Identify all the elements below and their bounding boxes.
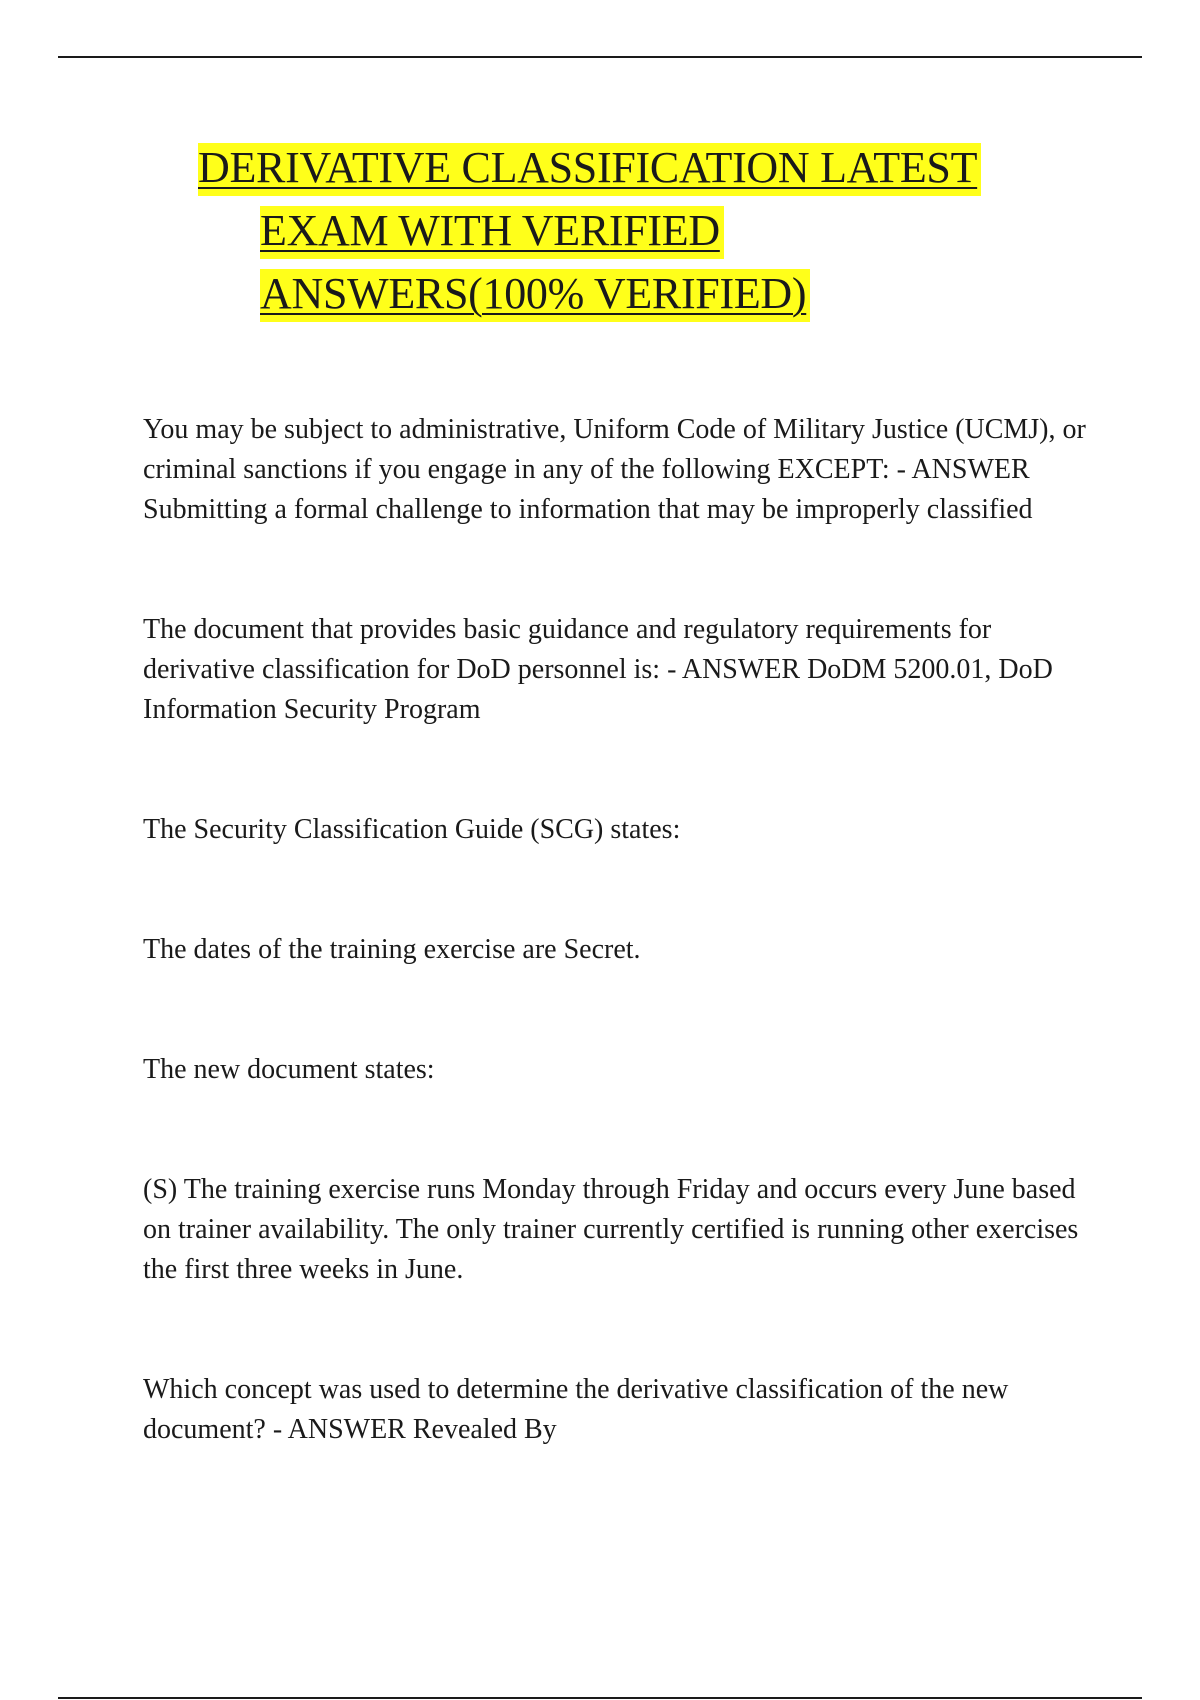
title-line-3: ANSWERS(100% VERIFIED) — [198, 262, 1098, 325]
header-rule — [58, 56, 1142, 58]
question-paragraph-3: Which concept was used to determine the derivative classification of the new document? - ANSWER Revealed By — [143, 1374, 1009, 1445]
title-line-1: DERIVATIVE CLASSIFICATION LATEST — [198, 136, 1098, 199]
document-body — [143, 410, 1098, 1450]
scg-statement-label: The Security Classification Guide (SCG) states: — [143, 814, 681, 845]
document-title — [198, 136, 1098, 325]
question-paragraph-2: The document that provides basic guidance and regulatory requirements for derivative classification for DoD personnel is: - ANSWER DoDM 5200.01, DoD Information Security Program — [143, 614, 1053, 725]
title-line-2: EXAM WITH VERIFIED — [198, 199, 1098, 262]
question-paragraph-1: You may be subject to administrative, Uniform Code of Military Justice (UCMJ), or criminal sanctions if you engage in any of the following EXCEPT: - ANSWER Submitting a formal challenge to information that may be improperly classified — [143, 414, 1086, 525]
new-document-label: The new document states: — [143, 1054, 435, 1085]
new-document-text: (S) The training exercise runs Monday through Friday and occurs every June based on trainer availability. The only trainer currently certified is running other exercises the first three weeks in June. — [143, 1174, 1079, 1285]
footer-rule — [58, 1697, 1142, 1699]
scg-statement-text: The dates of the training exercise are Secret. — [143, 934, 641, 965]
